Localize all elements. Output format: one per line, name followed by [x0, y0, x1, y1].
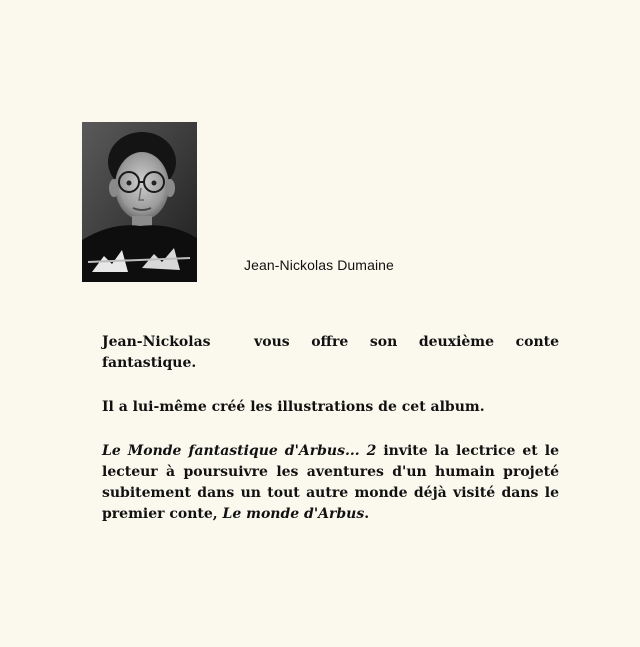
summary-end: . [364, 506, 370, 522]
first-book-title: Le monde d'Arbus [222, 506, 365, 522]
summary-paragraph [102, 441, 559, 525]
summary-text: invite la lectrice et le lecteur à poursuivre les aventures d'un humain projeté subitement dans un tout autre monde déjà visité dans le premier conte, [102, 443, 559, 522]
author-caption: Jean-Nickolas Dumaine [244, 257, 394, 273]
illustrations-paragraph: Il a lui-même créé les illustrations de cet album. [102, 399, 485, 415]
author-photo [82, 122, 197, 282]
intro-name: Jean-Nickolas [102, 334, 211, 350]
intro-text: vous offre son deuxième conte fantastique. [102, 334, 560, 371]
book-title: Le Monde fantastique d'Arbus... 2 [102, 443, 377, 459]
intro-paragraph [102, 332, 559, 374]
